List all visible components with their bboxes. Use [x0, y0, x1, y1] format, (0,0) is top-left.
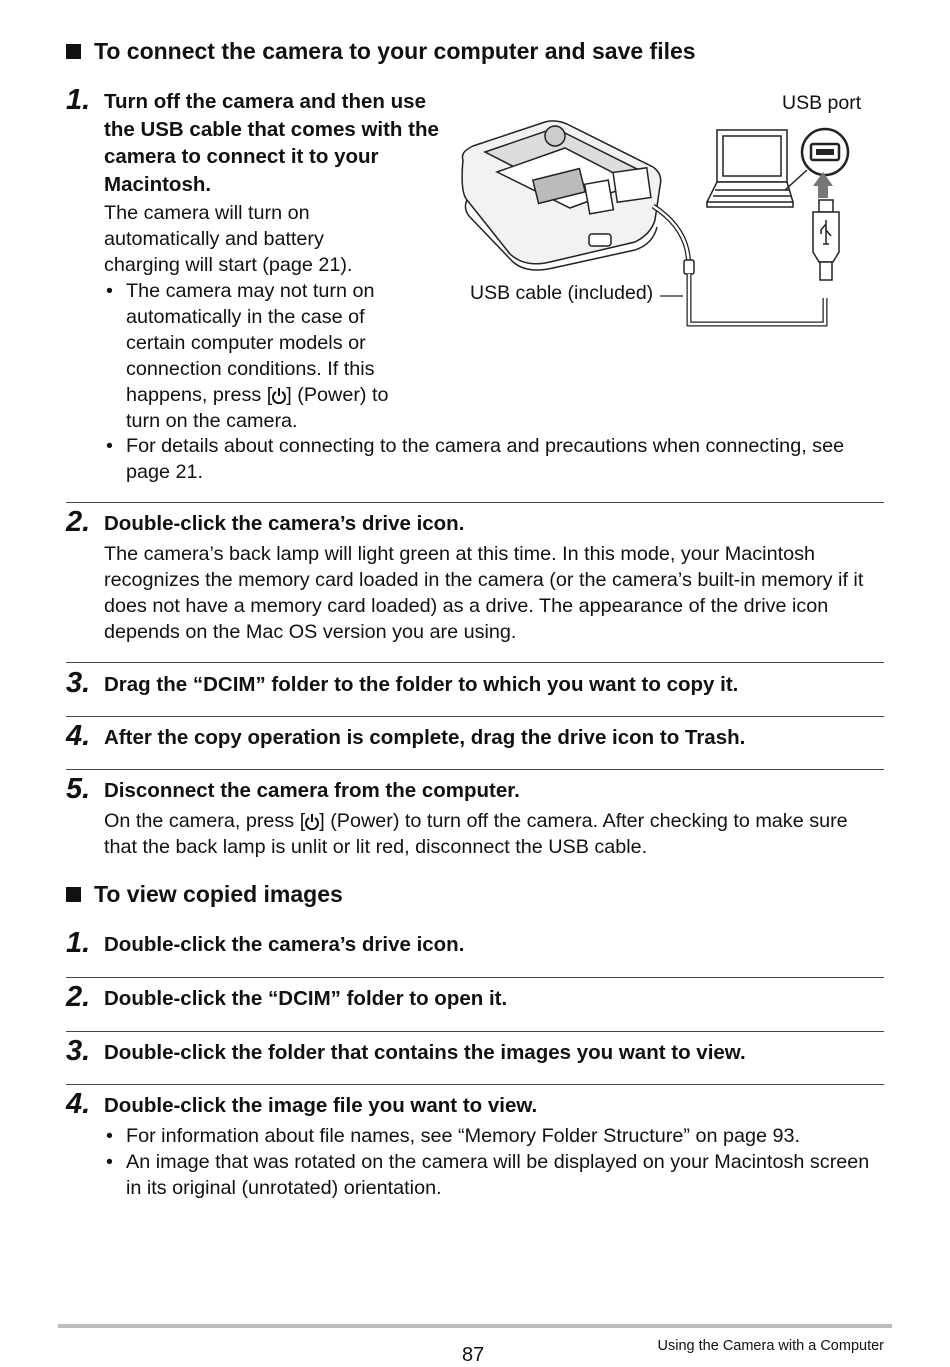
camera-cradle-drawing [462, 121, 661, 270]
divider [66, 662, 884, 663]
step-body-text: On the camera, press [ [104, 810, 306, 832]
divider [66, 1084, 884, 1085]
bullet-item [106, 433, 886, 485]
step-title: Disconnect the camera from the computer. [104, 779, 520, 802]
bullet-item [106, 278, 426, 434]
section-heading-text: To view copied images [94, 881, 343, 907]
arrow-up-icon [813, 172, 833, 198]
chapter-title: Using the Camera with a Computer [657, 1338, 884, 1354]
step-title: Double-click the image file you want to view. [104, 1094, 538, 1117]
divider [66, 977, 884, 978]
bullet-text: ] (Power) to turn on the camera. [126, 384, 389, 432]
step-title: Double-click the camera’s drive icon. [104, 512, 465, 535]
laptop-drawing [707, 130, 793, 207]
power-icon [272, 387, 286, 404]
step-title: Turn off the camera and then use the USB cable that comes with the camera to connect it to your Macintosh. [104, 90, 439, 196]
bullet-text: The camera may not turn on automatically in the case of certain computer models or connection conditions. If this happens, press [ [126, 280, 375, 406]
divider [66, 1031, 884, 1032]
square-bullet-icon [66, 44, 81, 59]
step-number: 5. [66, 773, 91, 805]
step-number: 4. [66, 720, 91, 752]
step-title: Double-click the camera’s drive icon. [104, 933, 465, 956]
section-heading-view [66, 881, 343, 908]
bullet-item [106, 1123, 886, 1149]
bullet-text: An image that was rotated on the camera will be displayed on your Macintosh screen in its original (unrotated) orientation. [126, 1151, 870, 1199]
step-number: 4. [66, 1088, 91, 1120]
section-heading-connect [66, 38, 696, 65]
step-number: 2. [66, 506, 91, 538]
footer-rule [58, 1324, 892, 1328]
bullet-text: For information about file names, see “Memory Folder Structure” on page 93. [126, 1125, 800, 1147]
step-number: 1. [66, 927, 91, 959]
usb-cable-label: USB cable (included) [470, 282, 654, 304]
step-number: 3. [66, 667, 91, 699]
step-number: 3. [66, 1035, 91, 1067]
step-body: The camera’s back lamp will light green at this time. In this mode, your Macintosh recognizes the memory card loaded in the camera (or the camera’s built-in memory if it does not have a memory card loaded) as a drive. The appearance of the drive icon depends on the Mac OS version you are using. [104, 543, 864, 643]
step-title: Double-click the “DCIM” folder to open it. [104, 987, 508, 1010]
square-bullet-icon [66, 887, 81, 902]
step-number: 1. [66, 84, 91, 116]
divider [66, 769, 884, 770]
divider [66, 716, 884, 717]
power-icon [305, 813, 319, 830]
step-number: 2. [66, 981, 91, 1013]
usb-port-label: USB port [782, 92, 862, 114]
bullet-item [106, 1149, 886, 1201]
page-number: 87 [462, 1344, 485, 1366]
step-body-text: ] (Power) to turn off the camera. After checking to make sure that the back lamp is unlit or lit red, disconnect the USB cable. [104, 810, 848, 858]
step-body: The camera will turn on automatically and battery charging will start (page 21). [104, 202, 353, 276]
divider [66, 502, 884, 503]
section-heading-text: To connect the camera to your computer and save files [94, 38, 696, 64]
camera-connection-illustration [455, 112, 875, 332]
step-body [104, 808, 884, 860]
usb-plug-drawing [813, 200, 839, 280]
step-title: Drag the “DCIM” folder to the folder to which you want to copy it. [104, 673, 739, 696]
step-title: Double-click the folder that contains the images you want to view. [104, 1041, 746, 1064]
bullet-text: For details about connecting to the camera and precautions when connecting, see page 21. [126, 435, 845, 483]
step-title: After the copy operation is complete, drag the drive icon to Trash. [104, 726, 746, 749]
